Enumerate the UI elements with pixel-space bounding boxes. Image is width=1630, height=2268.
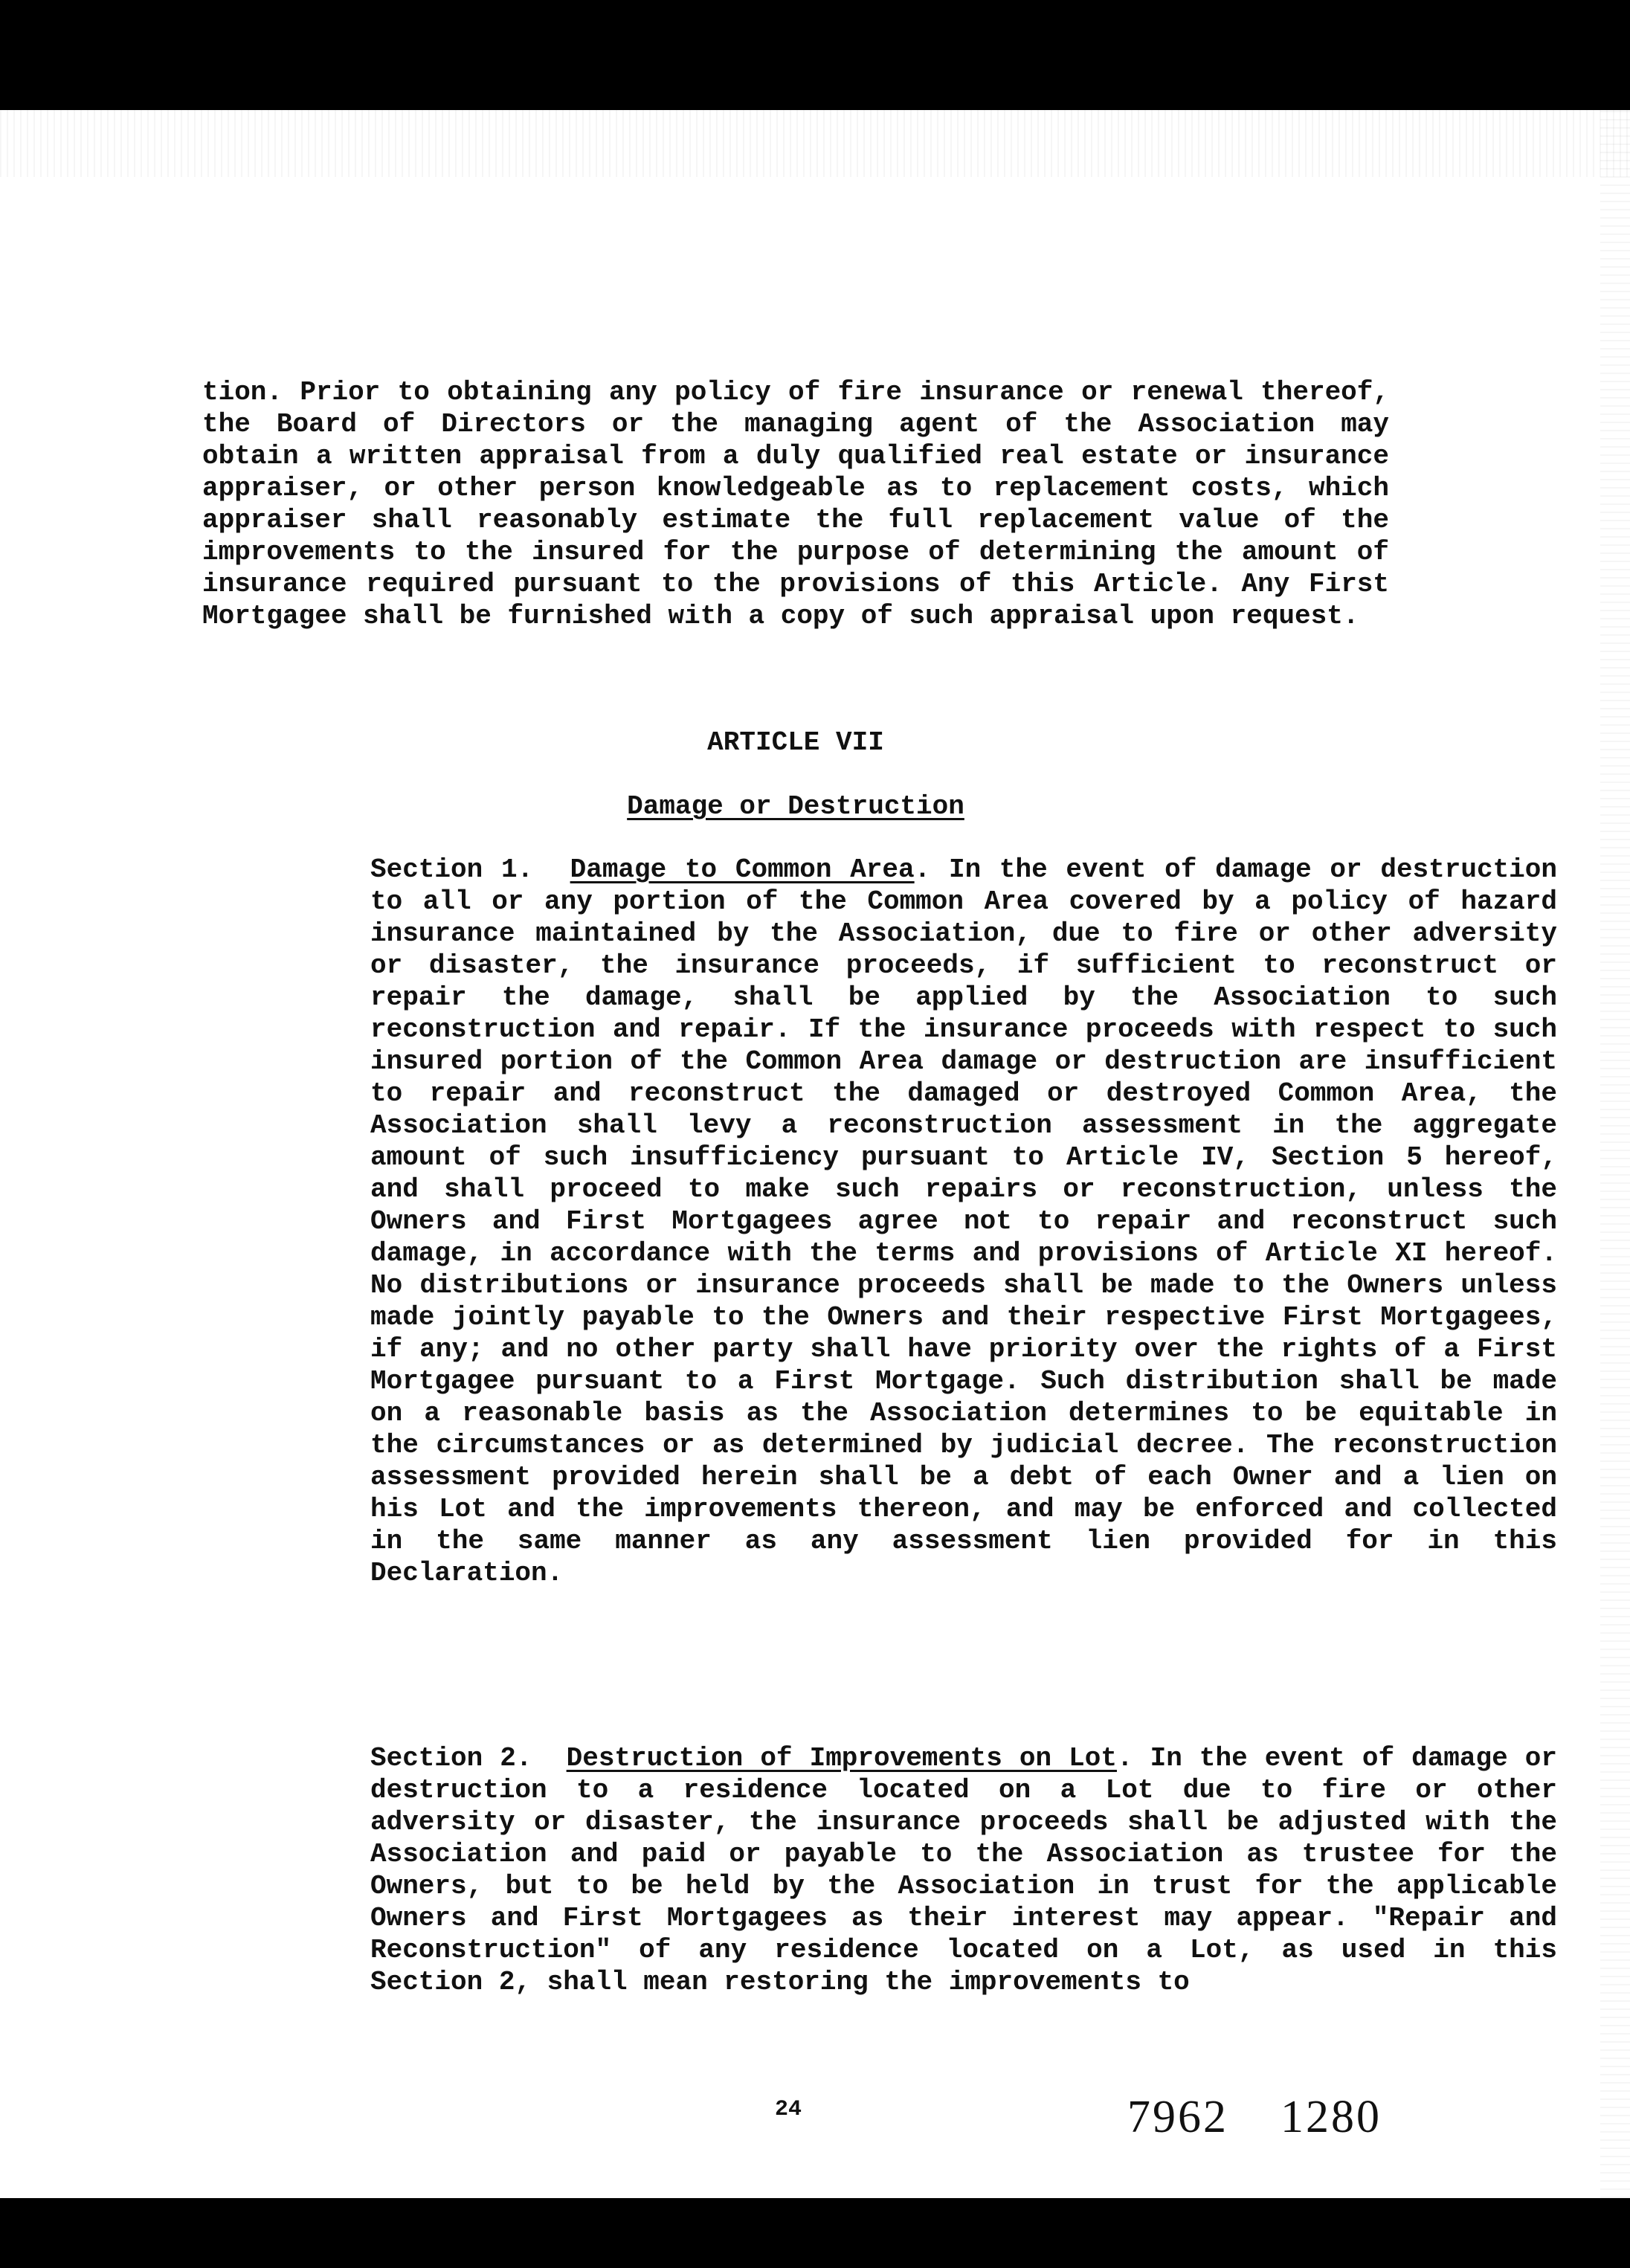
section-2-label: Section 2. [370, 1743, 532, 1774]
document-page [0, 110, 1630, 2198]
scan-noise-top [0, 110, 1630, 177]
section-2-paragraph [202, 1742, 1557, 1998]
section-1-title: Damage to Common Area [570, 854, 915, 885]
opening-paragraph: tion. Prior to obtaining any policy of fire insurance or renewal thereof, the Board of Directors or the managing agent of the Association may obtain a written appraisal from a duly qualified real estate or insurance appraiser, or other person knowledgeable as to replacement costs, which appraiser shall reasonably estimate the full replacement value of the improvements to the insured for the purpose of determining the amount of insurance required pursuant to the provisions of this Article. Any First Mortgagee shall be furnished with a copy of such appraisal upon request. [202, 377, 1389, 631]
scan-noise-right [1600, 110, 1630, 2198]
section-1-label: Section 1. [370, 854, 534, 885]
document-stamp [1127, 2091, 1382, 2144]
page-number: 24 [774, 2097, 802, 2122]
article-title: Damage or Destruction [627, 791, 964, 822]
section-2-body: . In the event of damage or destruction to a residence located on a Lot due to fire or other adversity or disaster, the insurance proceeds shall be adjusted with the Association and paid or payable to the Association as trustee for the Owners, but to be held by the Association in trust for the applicable Owners and First Mortgagees as their interest may appear. "Repair and Reconstruction" of any residence located on a Lot, as used in this Section 2, shall mean restoring the improvements to [370, 1743, 1557, 1997]
stamp-page-number: 1280 [1281, 2092, 1382, 2142]
section-1-paragraph [202, 854, 1557, 1589]
section-1-body: . In the event of damage or destruction to all or any portion of the Common Area covered by a policy of hazard insurance maintained by the Association, due to fire or other adversity or disaster, the insurance proceeds, if sufficient to reconstruct or repair the damage, shall be applied by the Association to such reconstruction and repair. If the insurance proceeds with respect to such insured portion of the Common Area damage or destruction are insufficient to repair and reconstruct the damaged or destroyed Common Area, the Association shall levy a reconstruction assessment in the aggregate amount of such insufficiency pursuant to Article IV, Section 5 hereof, and shall proceed to make such repairs or reconstruction, unless the Owners and First Mortgagees agree not to repair and reconstruct such damage, in accordance with the terms and provisions of Article XI hereof. No distributions or insurance proceeds shall be made to the Owners unless made jointly payable to the Owners and their respective First Mortgagees, if any; and no other party shall have priority over the rights of a First Mortgagee pursuant to a First Mortgage. Such distribution shall be made on a reasonable basis as the Association determines to be equitable in the circumstances or as determined by judicial decree. The reconstruction assessment provided herein shall be a debt of each Owner and a lien on his Lot and the improvements thereon, and may be enforced and collected in the same manner as any assessment lien provided for in this Declaration. [370, 854, 1557, 1588]
article-heading: ARTICLE VII [707, 727, 884, 758]
section-2-title: Destruction of Improvements on Lot [566, 1743, 1117, 1774]
stamp-book-number: 7962 [1127, 2092, 1228, 2142]
